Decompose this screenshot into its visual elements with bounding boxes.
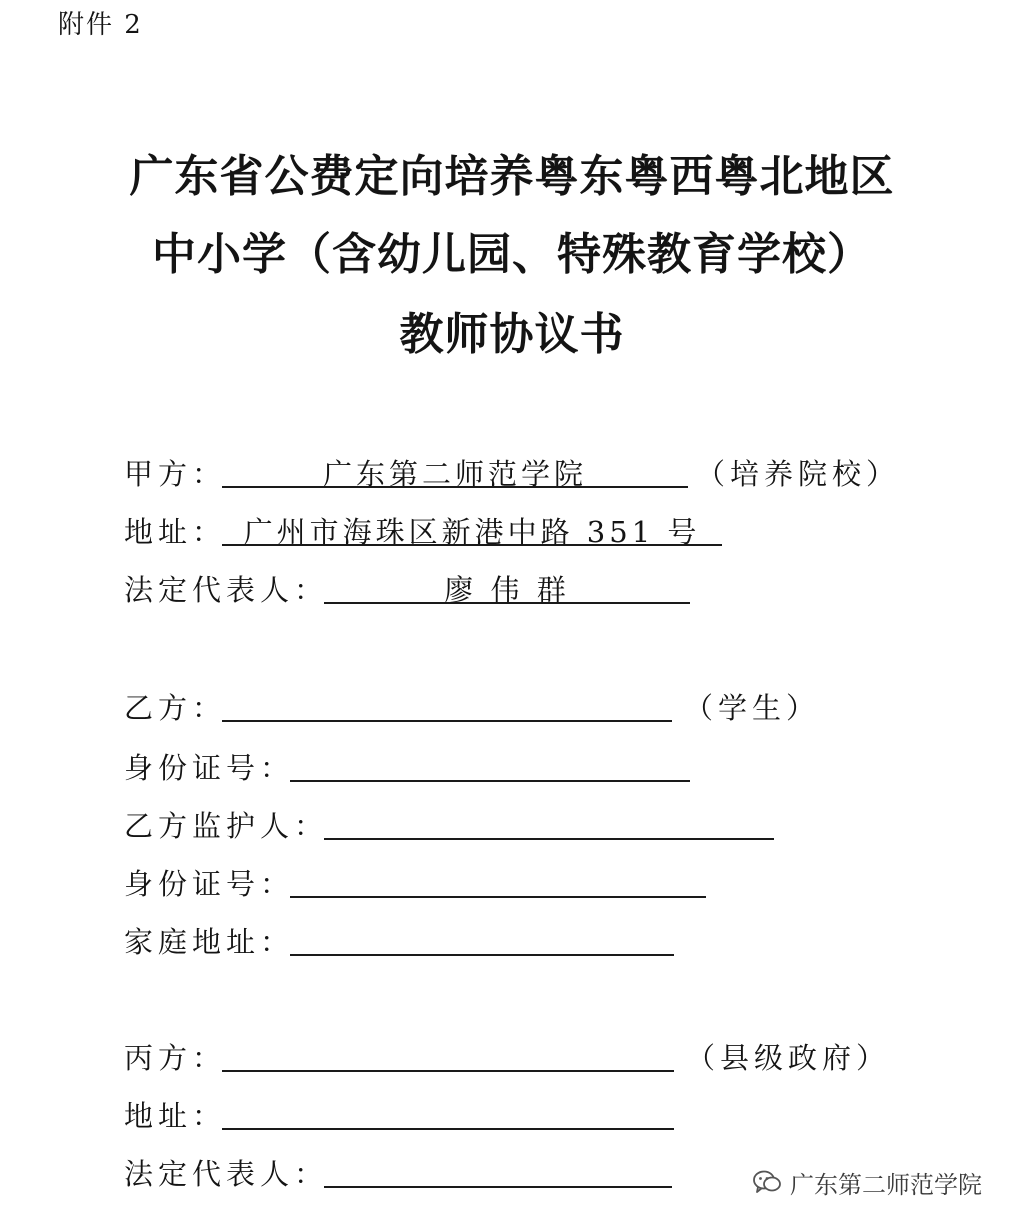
document-title-line-1: 广东省公费定向培养粤东粤西粤北地区 xyxy=(129,151,895,202)
party-b-guardian-field[interactable] xyxy=(324,804,774,840)
party-b-label: 乙方： xyxy=(124,691,227,725)
wechat-watermark xyxy=(752,1162,982,1202)
party-c-name-field[interactable] xyxy=(222,1036,674,1072)
party-a-rep-field[interactable]: 廖 伟 群 xyxy=(324,568,690,604)
party-b-guardian-id-field[interactable] xyxy=(290,862,706,898)
watermark-text: 广东第二师范学院 xyxy=(790,1170,982,1199)
party-a-address-field[interactable]: 广州市海珠区新港中路 351 号 xyxy=(222,510,722,546)
party-b-id-field[interactable] xyxy=(290,746,690,782)
party-c-rep-label: 法定代表人： xyxy=(124,1157,329,1191)
party-a-label: 甲方： xyxy=(124,457,227,491)
party-b-home-field[interactable] xyxy=(290,920,674,956)
party-a-address-label: 地址： xyxy=(124,515,227,549)
party-b-id-label: 身份证号： xyxy=(124,751,295,785)
document-title-line-2: 中小学（含幼儿园、特殊教育学校） xyxy=(152,229,872,280)
party-b-suffix: （学生） xyxy=(684,691,821,725)
party-c-address-label: 地址： xyxy=(124,1099,227,1133)
party-c-suffix: （县级政府） xyxy=(686,1041,891,1075)
party-a-suffix: （培养院校） xyxy=(696,457,901,491)
party-c-address-field[interactable] xyxy=(222,1094,674,1130)
party-c-rep-field[interactable] xyxy=(324,1152,672,1188)
attachment-label: 附件 2 xyxy=(58,10,143,40)
party-a-rep-label: 法定代表人： xyxy=(124,573,329,607)
party-c-label: 丙方： xyxy=(124,1041,227,1075)
document-title-line-3: 教师协议书 xyxy=(399,309,625,360)
party-a-name-field[interactable]: 广东第二师范学院 xyxy=(222,452,688,488)
party-b-name-field[interactable] xyxy=(222,686,672,722)
party-b-guardian-id-label: 身份证号： xyxy=(124,867,295,901)
party-b-guardian-label: 乙方监护人： xyxy=(124,809,329,843)
party-b-home-label: 家庭地址： xyxy=(124,925,295,959)
wechat-icon xyxy=(752,1169,782,1195)
